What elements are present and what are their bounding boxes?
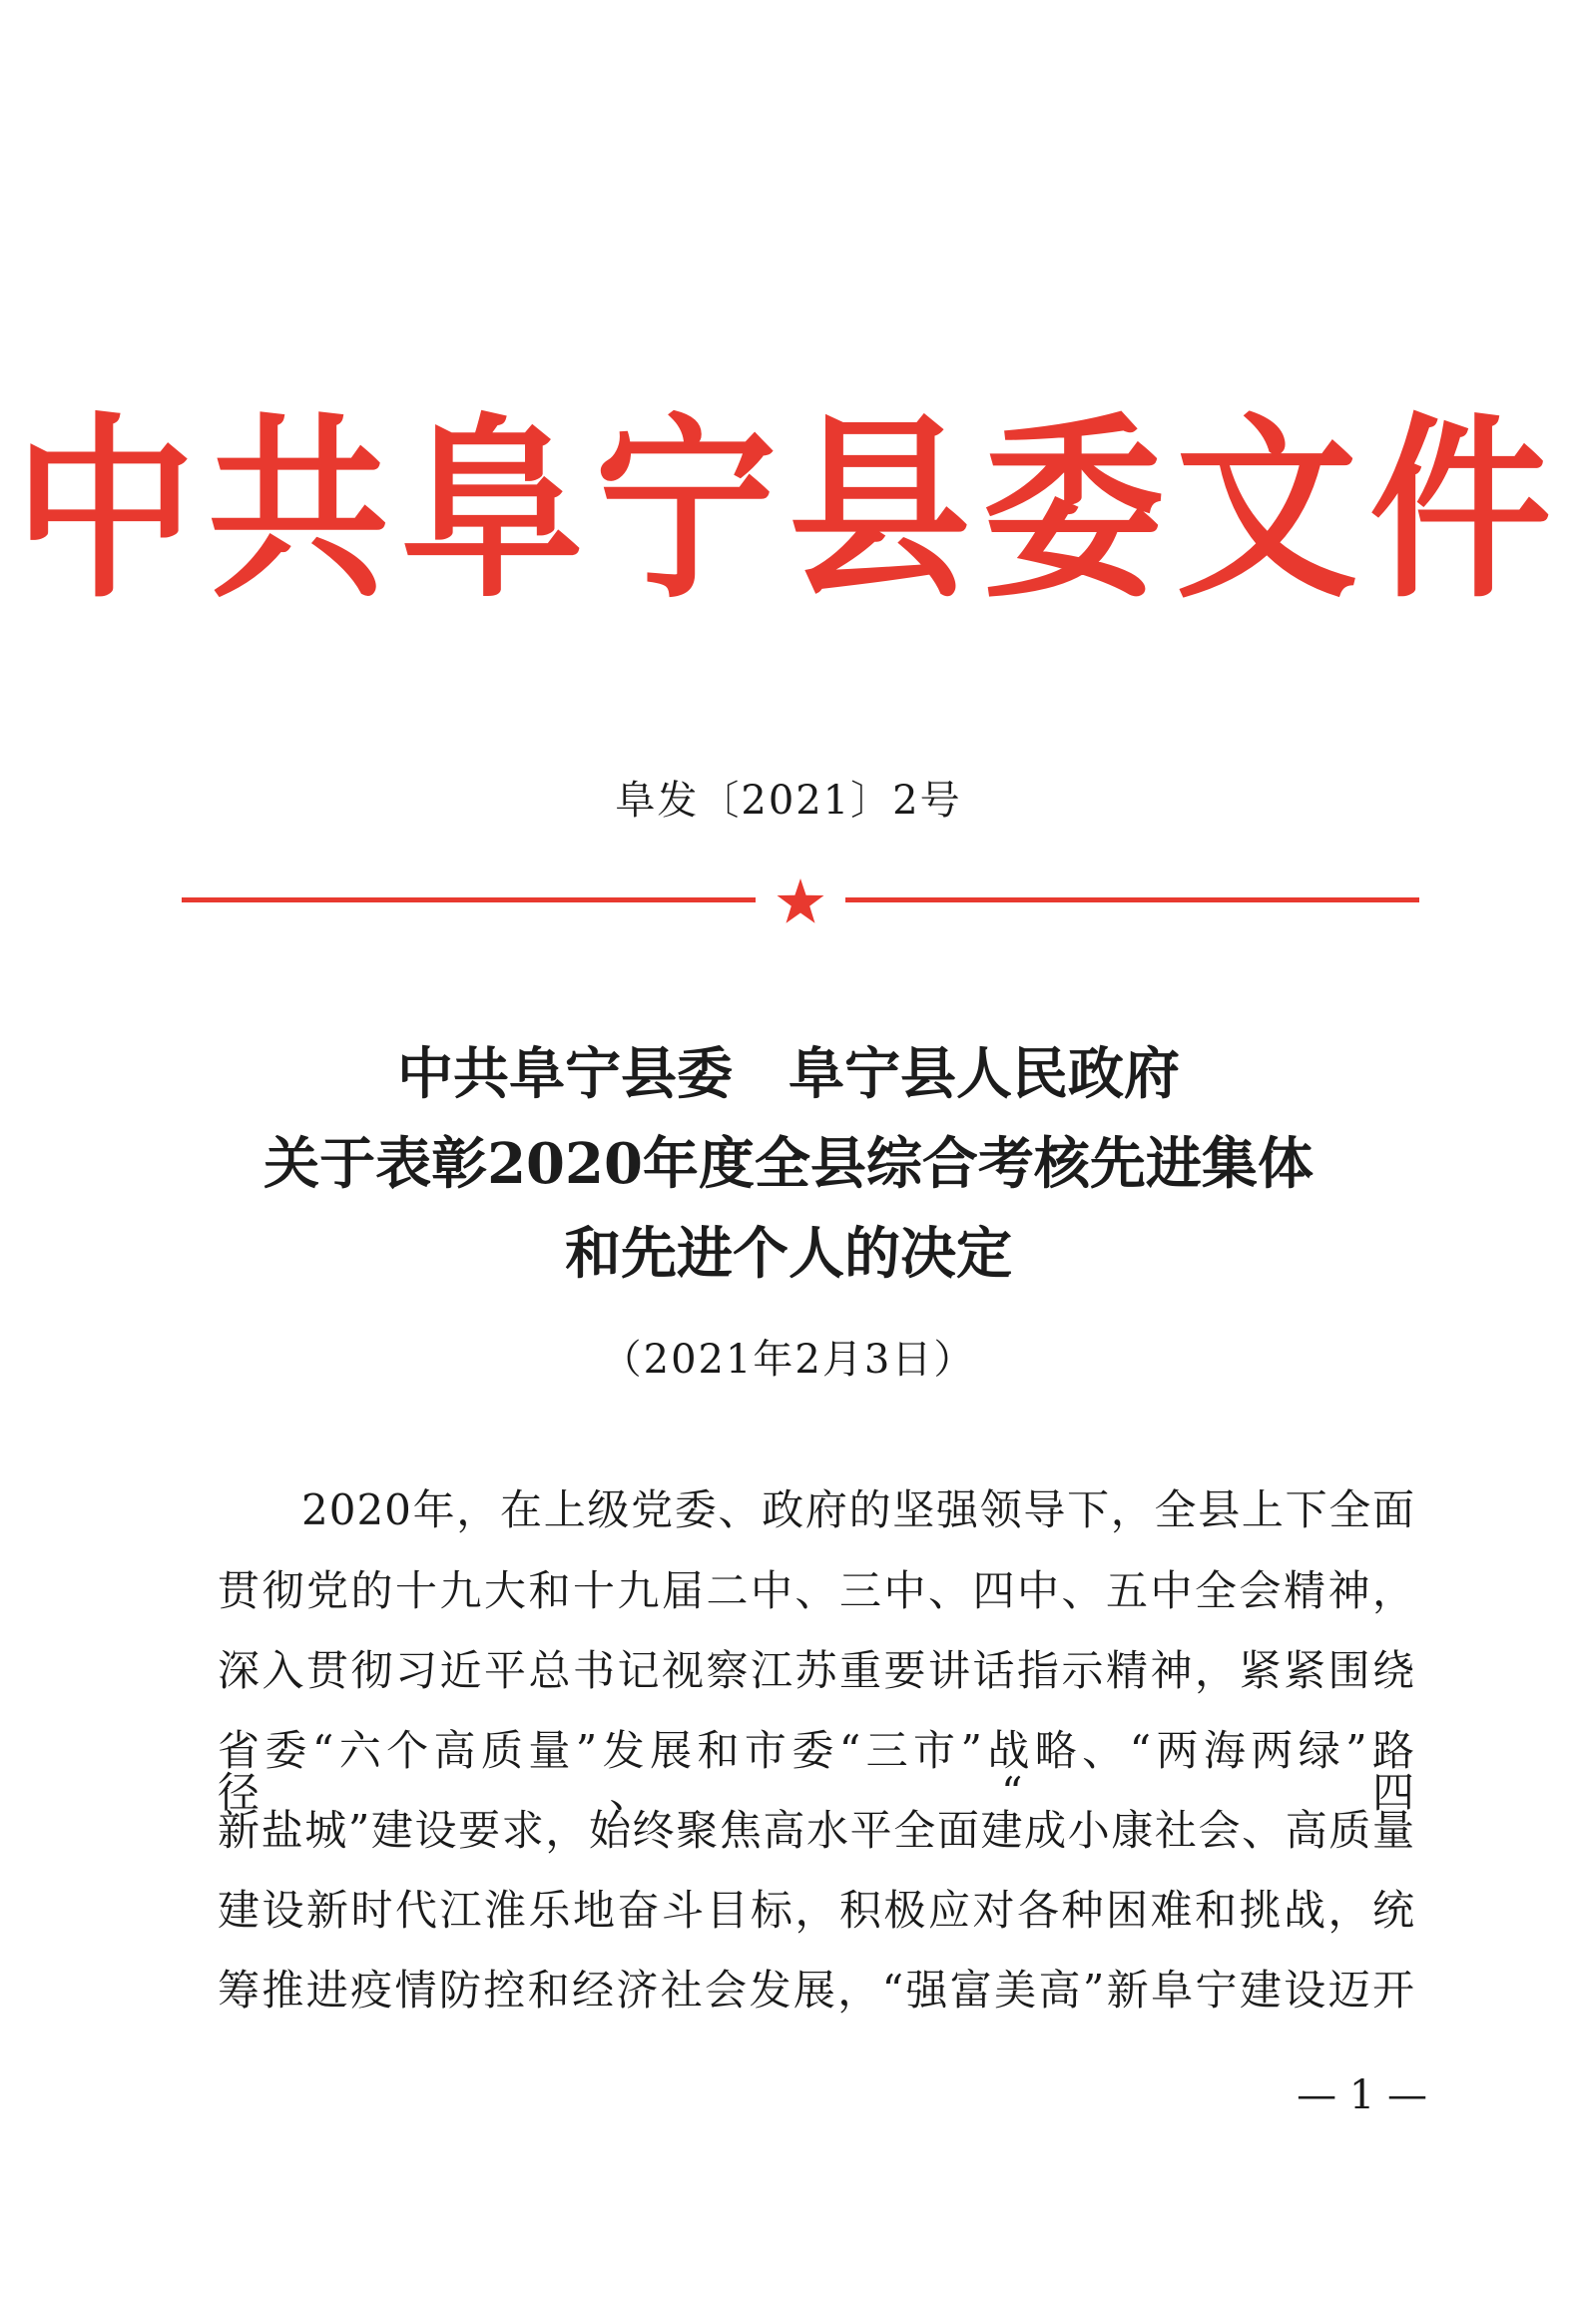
divider-line-left xyxy=(182,897,756,902)
body-text-line: 建设新时代江淮乐地奋斗目标，积极应对各种困难和挑战，统 xyxy=(218,1886,1415,1935)
star-icon xyxy=(777,878,824,924)
red-divider xyxy=(182,878,1419,922)
body-text-line: 贯彻党的十九大和十九届二中、三中、四中、五中全会精神， xyxy=(218,1566,1415,1615)
divider-line-right xyxy=(845,897,1419,902)
document-number: 阜发〔2021〕2号 xyxy=(615,778,962,824)
body-text-line: 新盐城”建设要求，始终聚焦高水平全面建成小康社会、高质量 xyxy=(218,1806,1415,1855)
body-text-line: 筹推进疫情防控和经济社会发展，“强富美高”新阜宁建设迈开 xyxy=(218,1966,1415,2015)
body-text-line: 深入贯彻习近平总书记视察江苏重要讲话指示精神，紧紧围绕 xyxy=(218,1646,1415,1695)
document-title-line-1: 中共阜宁县委 阜宁县人民政府 xyxy=(397,1041,1180,1107)
page-number: — 1 — xyxy=(1297,2072,1427,2118)
document-date: （2021年2月3日） xyxy=(601,1337,976,1383)
document-title-line-3: 和先进个人的决定 xyxy=(565,1221,1012,1287)
document-title-line-2: 关于表彰2020年度全县综合考核先进集体 xyxy=(263,1131,1314,1197)
body-text-line: 省委“六个高质量”发展和市委“三市”战略、“两海两绿”路径、“四 xyxy=(218,1726,1415,1817)
masthead-title: 中共阜宁县委文件 xyxy=(14,395,1563,625)
body-text-line: 2020年，在上级党委、政府的坚强领导下，全县上下全面 xyxy=(301,1485,1415,1534)
